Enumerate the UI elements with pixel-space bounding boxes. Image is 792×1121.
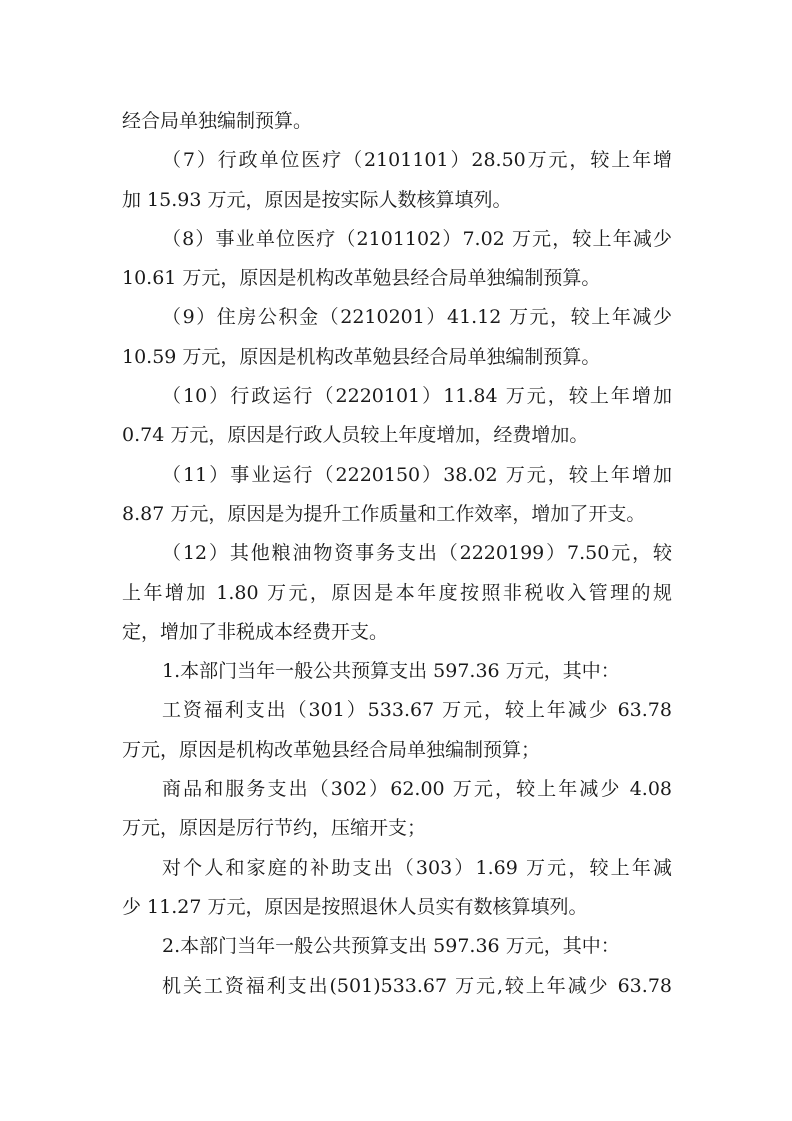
text-line: 工资福利支出（301）533.67 万元，较上年减少 63.78 xyxy=(162,699,672,722)
text-line: 1.本部门当年一般公共预算支出 597.36 万元，其中： xyxy=(162,660,620,683)
text-line: 10.61 万元，原因是机构改革勉县经合局单独编制预算。 xyxy=(122,267,601,290)
body-text xyxy=(122,102,672,1006)
text-line: 加 15.93 万元，原因是按实际人数核算填列。 xyxy=(122,188,512,211)
text-line: （9）住房公积金（2210201）41.12 万元，较上年减少 xyxy=(162,306,672,329)
text-line: （8）事业单位医疗（2101102）7.02 万元，较上年减少 xyxy=(162,227,672,250)
text-line: 万元，原因是机构改革勉县经合局单独编制预算； xyxy=(122,738,541,761)
text-line: （11）事业运行（2220150）38.02 万元，较上年增加 xyxy=(162,463,672,486)
text-line: （12）其他粮油物资事务支出（2220199）7.50元，较 xyxy=(162,542,672,565)
text-line: 机关工资福利支出(501)533.67 万元,较上年减少 63.78 xyxy=(162,974,672,997)
text-line: 10.59 万元，原因是机构改革勉县经合局单独编制预算。 xyxy=(122,345,601,368)
text-line: 上年增加 1.80 万元，原因是本年度按照非税收入管理的规 xyxy=(122,581,672,604)
text-line: 经合局单独编制预算。 xyxy=(122,110,313,132)
text-line: 定，增加了非税成本经费开支。 xyxy=(122,620,389,643)
text-line: 8.87 万元，原因是为提升工作质量和工作效率，增加了开支。 xyxy=(122,502,646,525)
text-line: 商品和服务支出（302）62.00 万元，较上年减少 4.08 xyxy=(162,778,672,801)
text-line: （10）行政运行（2220101）11.84 万元，较上年增加 xyxy=(162,385,672,408)
text-line: 万元，原因是厉行节约，压缩开支； xyxy=(122,817,427,840)
text-line: 对个人和家庭的补助支出（303）1.69 万元，较上年减 xyxy=(162,856,672,879)
text-line: 0.74 万元，原因是行政人员较上年度增加，经费增加。 xyxy=(122,424,589,447)
text-line: 2.本部门当年一般公共预算支出 597.36 万元，其中： xyxy=(162,935,620,958)
text-line: 少 11.27 万元，原因是按照退休人员实有数核算填列。 xyxy=(122,895,588,918)
text-line: （7）行政单位医疗（2101101）28.50万元，较上年增 xyxy=(162,149,672,172)
